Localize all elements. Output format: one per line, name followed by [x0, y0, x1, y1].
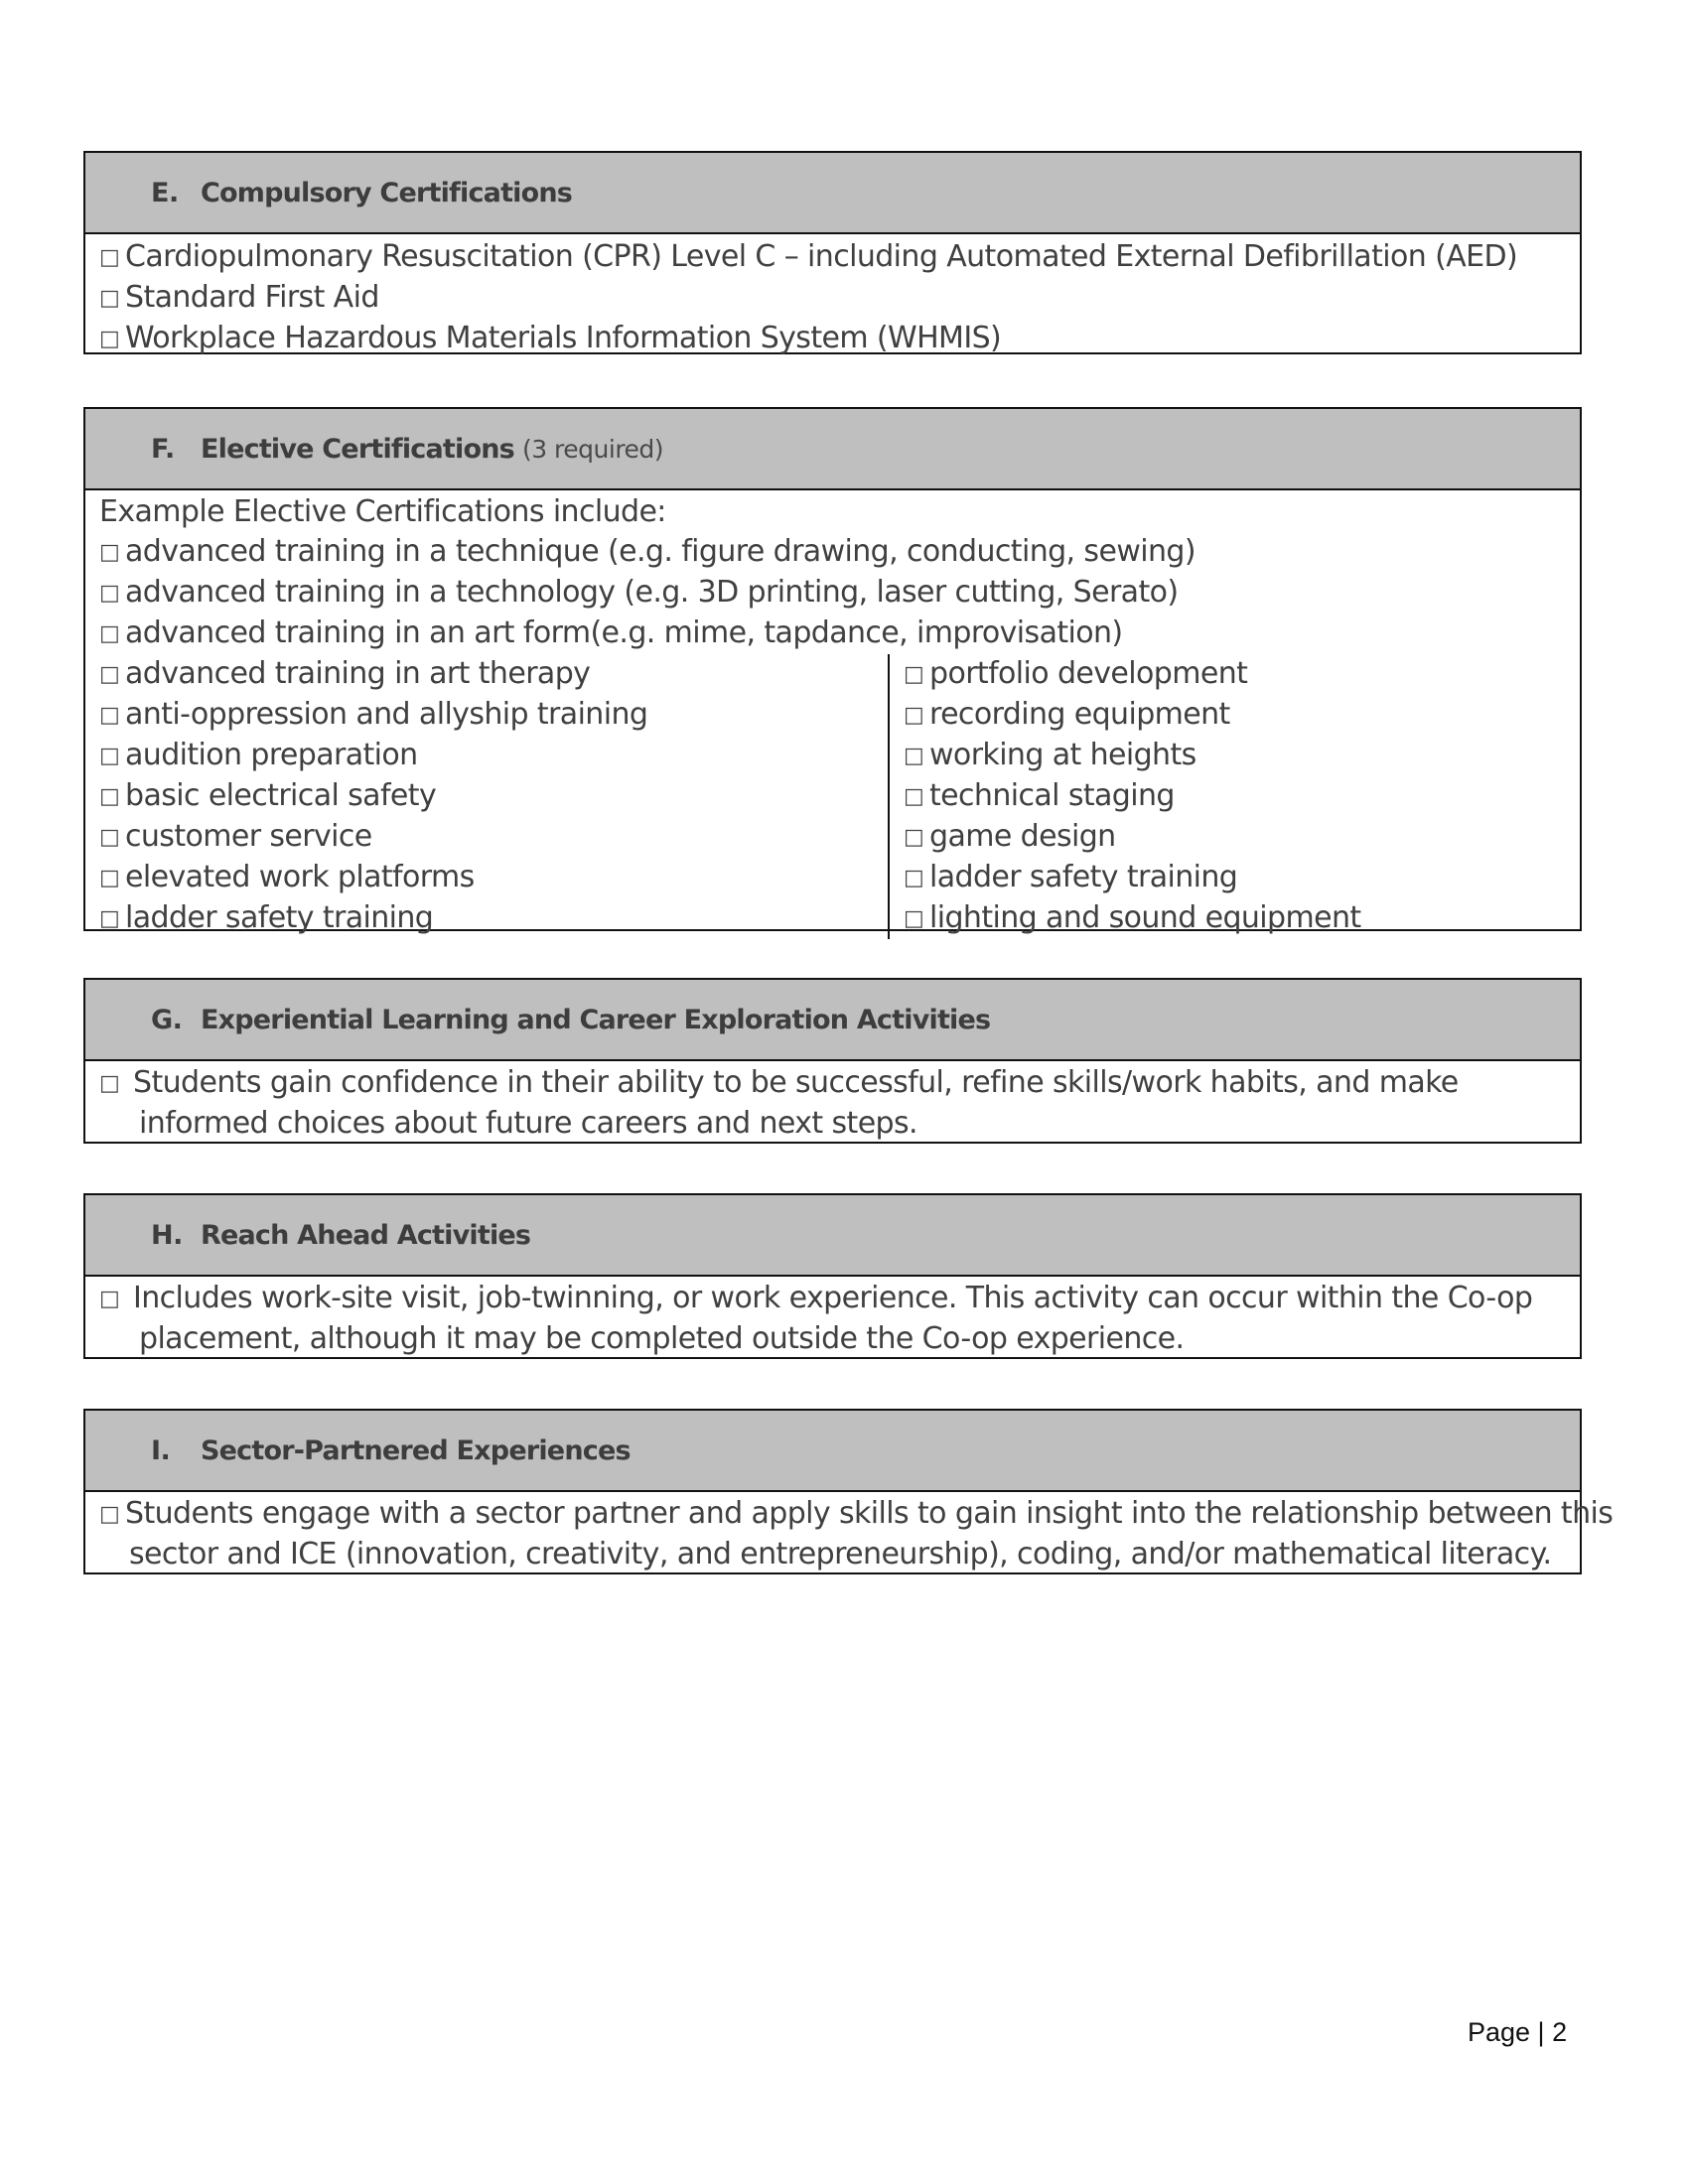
checkbox-icon[interactable]: □ [99, 906, 120, 931]
checklist-item: □ customer service [99, 817, 888, 858]
checkbox-icon[interactable]: □ [904, 703, 924, 728]
section-letter: F. [151, 433, 175, 465]
checkbox-icon[interactable]: □ [904, 866, 924, 890]
checkbox-icon[interactable]: □ [904, 662, 924, 687]
checkbox-icon[interactable]: □ [99, 1071, 120, 1096]
section-reach-ahead [83, 1193, 1582, 1359]
section-header [85, 153, 1580, 234]
checkbox-icon[interactable]: □ [904, 825, 924, 850]
checklist-item: □ elevated work platforms [99, 858, 888, 898]
checklist-item: □ anti-oppression and allyship training [99, 695, 888, 736]
checkbox-icon[interactable]: □ [904, 744, 924, 768]
checklist-item: □ Students gain confidence in their ability to be successful, refine skills/work habits, and make informed choices about future careers and next steps. [99, 1065, 1459, 1141]
checklist-item: □ Standard First Aid [99, 278, 1568, 319]
checklist-item: □ Students engage with a sector partner and apply skills to gain insight into the relationship between this sector and ICE (innovation, creativity, and entrepreneurship), coding, and/or mathematical literacy. [99, 1496, 1614, 1571]
checklist-item: □ portfolio development [904, 654, 1361, 695]
checklist-item: □ advanced training in a technique (e.g. figure drawing, conducting, sewing) [99, 532, 1568, 573]
checklist-item: □ recording equipment [904, 695, 1361, 736]
checklist-item: □ Workplace Hazardous Materials Information System (WHMIS) [99, 319, 1568, 359]
checkbox-icon[interactable]: □ [99, 621, 120, 646]
checkbox-icon[interactable]: □ [99, 286, 120, 311]
checklist-item: □ working at heights [904, 736, 1361, 776]
checklist-item: □ game design [904, 817, 1361, 858]
section-header [85, 1195, 1580, 1277]
elective-left-column [85, 654, 890, 939]
section-letter: H. [151, 1219, 183, 1251]
checkbox-icon[interactable]: □ [99, 581, 120, 606]
checkbox-icon[interactable]: □ [99, 245, 120, 270]
checklist-item: □ audition preparation [99, 736, 888, 776]
section-compulsory-certifications [83, 151, 1582, 354]
checkbox-icon[interactable]: □ [99, 784, 120, 809]
checkbox-icon[interactable]: □ [99, 662, 120, 687]
checkbox-icon[interactable]: □ [99, 825, 120, 850]
checkbox-icon[interactable]: □ [99, 1287, 120, 1311]
checklist-item: □ advanced training in art therapy [99, 654, 888, 695]
page-number: Page | 2 [1468, 2017, 1568, 2047]
section-title: Experiential Learning and Career Exploration Activities [201, 1004, 991, 1035]
section-header [85, 980, 1580, 1061]
section-header [85, 409, 1580, 490]
section-header [85, 1411, 1580, 1492]
intro-text: Example Elective Certifications include: [99, 494, 666, 529]
checklist-item: □ ladder safety training [99, 898, 888, 939]
checklist-item: □ Cardiopulmonary Resuscitation (CPR) Level C – including Automated External Defibrillation (AED) [99, 237, 1568, 278]
section-subtitle: (3 required) [521, 434, 664, 464]
checkbox-icon[interactable]: □ [99, 540, 120, 565]
section-elective-certifications [83, 407, 1582, 935]
section-letter: E. [151, 177, 179, 208]
section-sector-partnered [83, 1409, 1614, 1574]
checklist-item: □ Includes work-site visit, job-twinning, or work experience. This activity can occur within the Co-op placement, although it may be completed outside the Co-op experience. [99, 1281, 1533, 1356]
checkbox-icon[interactable]: □ [904, 784, 924, 809]
section-letter: G. [151, 1004, 183, 1035]
checklist-item: □ advanced training in a technology (e.g. 3D printing, laser cutting, Serato) [99, 573, 1568, 614]
section-title: Compulsory Certifications [201, 177, 573, 208]
elective-two-column-list [99, 654, 1568, 939]
checkbox-icon[interactable]: □ [99, 866, 120, 890]
section-title: Reach Ahead Activities [201, 1219, 531, 1251]
section-experiential-learning [83, 978, 1582, 1144]
checklist-item: □ lighting and sound equipment [904, 898, 1361, 939]
checklist-item: □ ladder safety training [904, 858, 1361, 898]
checkbox-icon[interactable]: □ [99, 327, 120, 351]
section-title: Elective Certifications [201, 433, 514, 465]
checklist-item: □ advanced training in an art form(e.g. mime, tapdance, improvisation) [99, 614, 1568, 654]
checkbox-icon[interactable]: □ [99, 744, 120, 768]
checklist-item: □ basic electrical safety [99, 776, 888, 817]
checkbox-icon[interactable]: □ [904, 906, 924, 931]
checkbox-icon[interactable]: □ [99, 1502, 120, 1527]
section-title: Sector-Partnered Experiences [201, 1434, 631, 1466]
checkbox-icon[interactable]: □ [99, 703, 120, 728]
checklist-item: □ technical staging [904, 776, 1361, 817]
section-letter: I. [151, 1434, 171, 1466]
elective-right-column [890, 654, 1361, 939]
